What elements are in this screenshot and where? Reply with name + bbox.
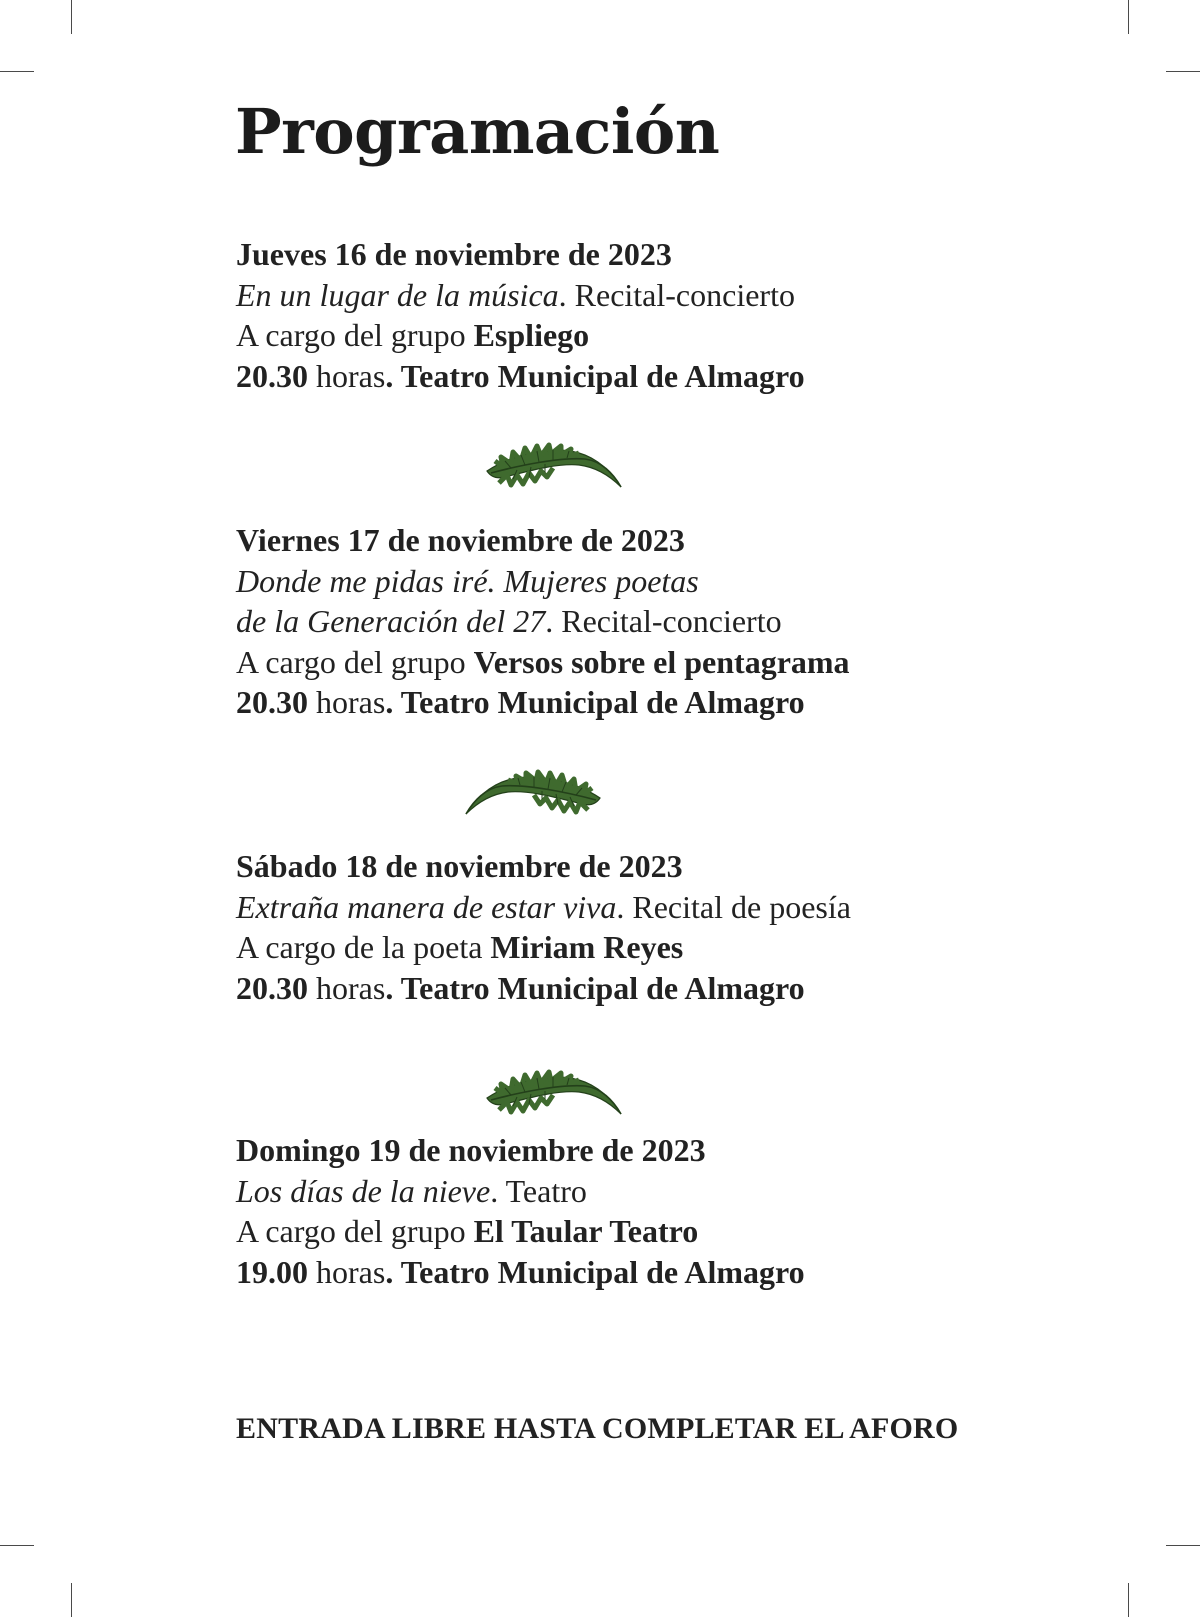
event-time: 20.30 [236, 684, 308, 720]
event-type: Recital-concierto [574, 276, 795, 313]
event-title: Los días de la nieve [236, 1172, 491, 1209]
crop-mark-bottom-right-vertical [1128, 1583, 1129, 1617]
event-type: Teatro [505, 1172, 587, 1209]
event-time: 20.30 [236, 969, 308, 1006]
event-title-punct: . [558, 276, 567, 313]
event-type: Recital de poesía [632, 888, 851, 925]
crop-mark-top-right-vertical [1128, 0, 1129, 34]
event-performer-prefix: A cargo del grupo [236, 1213, 466, 1249]
crop-mark-bottom-right-horizontal [1166, 1545, 1200, 1546]
event-performer-prefix: A cargo de la poeta [236, 929, 483, 965]
event-performer: Espliego [473, 317, 590, 353]
event-title: Extraña manera de estar viva [236, 888, 617, 925]
leaf-ornament-icon [481, 437, 626, 489]
event-title-line [236, 887, 1186, 928]
event-title: En un lugar de la música [236, 276, 559, 313]
event-venue: . Teatro Municipal de Almagro [385, 1253, 805, 1290]
event-title: Donde me pidas iré. Mujeres poetas [236, 562, 699, 599]
event-title-line [236, 275, 1186, 316]
crop-mark-top-right-horizontal [1166, 71, 1200, 72]
event-performer: Miriam Reyes [490, 929, 684, 965]
event-venue: . Teatro Municipal de Almagro [385, 969, 805, 1006]
event-title-line [236, 1171, 1186, 1212]
event-time-suffix: horas [316, 969, 386, 1006]
leaf-ornament-icon [461, 764, 606, 816]
free-entry-notice: ENTRADA LIBRE HASTA COMPLETAR EL AFORO [236, 1412, 959, 1445]
crop-mark-top-left-horizontal [0, 71, 34, 72]
event-performer-prefix: A cargo del grupo [236, 643, 466, 680]
event-date: Viernes 17 de noviembre de 2023 [236, 522, 685, 558]
event-title-line [236, 601, 1186, 642]
event-block [236, 846, 1186, 1008]
event-performer-line [236, 927, 1186, 968]
event-title-punct: . [545, 603, 554, 639]
leaf-ornament-icon [481, 1064, 626, 1116]
event-time-line [236, 1252, 1186, 1293]
event-performer-line [236, 315, 1186, 356]
event-date: Jueves 16 de noviembre de 2023 [236, 236, 672, 272]
event-time: 19.00 [236, 1253, 308, 1290]
event-time-suffix: horas [316, 1253, 386, 1290]
event-title-continued: de la Generación del 27 [236, 603, 546, 639]
event-title-punct: . [490, 1172, 499, 1209]
event-performer-line [236, 1211, 1186, 1252]
event-performer-prefix: A cargo del grupo [236, 317, 466, 353]
event-type: Recital-concierto [561, 603, 782, 639]
event-time-suffix: horas [316, 357, 386, 394]
page-title: Programación [235, 95, 720, 168]
event-time: 20.30 [236, 357, 308, 394]
crop-mark-bottom-left-horizontal [0, 1545, 34, 1546]
event-date: Domingo 19 de noviembre de 2023 [236, 1132, 706, 1168]
event-performer-line [236, 642, 1186, 683]
event-date: Sábado 18 de noviembre de 2023 [236, 848, 683, 884]
crop-mark-bottom-left-vertical [71, 1583, 72, 1617]
event-performer: El Taular Teatro [473, 1213, 699, 1249]
event-venue: . Teatro Municipal de Almagro [385, 684, 805, 720]
event-title-punct: . [616, 888, 625, 925]
event-time-line [236, 356, 1186, 397]
event-venue: . Teatro Municipal de Almagro [385, 357, 805, 394]
event-time-suffix: horas [316, 684, 386, 720]
event-time-line [236, 968, 1186, 1009]
event-block [236, 1130, 1186, 1292]
event-block [236, 520, 1186, 723]
event-performer: Versos sobre el pentagrama [473, 643, 850, 680]
crop-mark-top-left-vertical [71, 0, 72, 34]
event-block [236, 234, 1186, 396]
event-time-line [236, 682, 1186, 723]
